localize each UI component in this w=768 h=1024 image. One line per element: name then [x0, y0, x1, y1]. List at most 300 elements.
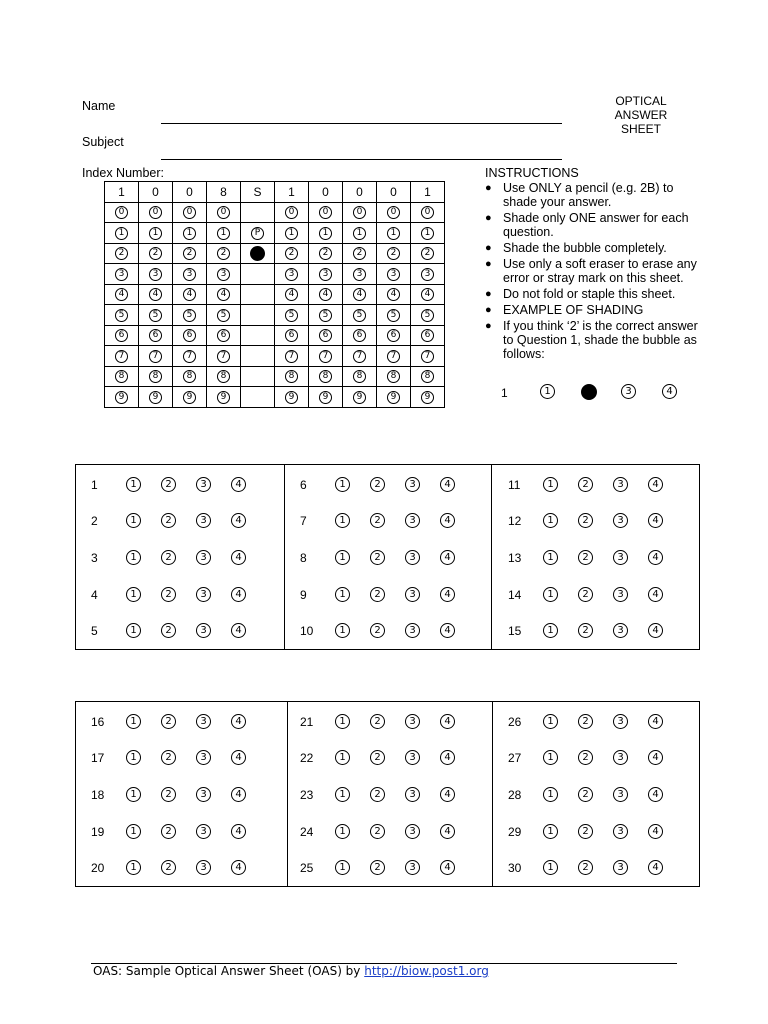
answer-bubble-1[interactable]: 1: [126, 750, 141, 765]
answer-bubble-2[interactable]: 2: [161, 860, 176, 875]
index-digit-bubble[interactable]: 2: [183, 247, 196, 260]
index-digit-bubble[interactable]: 3: [115, 268, 128, 281]
answer-bubble-2[interactable]: 2: [370, 477, 385, 492]
index-digit-bubble[interactable]: 2: [149, 247, 162, 260]
index-cell: [343, 305, 377, 326]
index-digit-bubble[interactable]: 4: [387, 288, 400, 301]
answer-bubble-4[interactable]: 4: [231, 623, 246, 638]
index-cell: [343, 366, 377, 387]
index-digit-bubble[interactable]: 2: [421, 247, 434, 260]
index-digit-bubble[interactable]: 1: [217, 227, 230, 240]
answer-bubble-4[interactable]: 4: [440, 787, 455, 802]
index-digit-bubble[interactable]: 6: [421, 329, 434, 342]
answer-bubble-1[interactable]: 1: [543, 550, 558, 565]
answer-bubble-1[interactable]: 1: [335, 750, 350, 765]
index-digit-bubble[interactable]: 9: [319, 391, 332, 404]
answer-bubble-4[interactable]: 4: [440, 824, 455, 839]
answer-bubble-4[interactable]: 4: [231, 714, 246, 729]
index-number-grid: [104, 181, 445, 408]
answer-bubble-3[interactable]: 3: [196, 787, 211, 802]
answer-bubble-3[interactable]: 3: [196, 824, 211, 839]
index-cell: [275, 223, 309, 244]
answer-bubble-1[interactable]: 1: [543, 623, 558, 638]
answer-bubble-1[interactable]: 1: [543, 824, 558, 839]
index-digit-bubble[interactable]: 6: [387, 329, 400, 342]
answer-bubble-3[interactable]: 3: [613, 824, 628, 839]
answer-bubble-4[interactable]: 4: [440, 750, 455, 765]
answer-bubble-2[interactable]: 2: [578, 477, 593, 492]
index-cell: [173, 305, 207, 326]
answer-bubble-3[interactable]: 3: [613, 787, 628, 802]
index-cell: [309, 325, 343, 346]
index-digit-bubble[interactable]: 4: [149, 288, 162, 301]
question-number: 8: [300, 551, 307, 565]
index-cell: [343, 325, 377, 346]
index-digit-bubble[interactable]: 9: [285, 391, 298, 404]
index-digit-bubble[interactable]: 2: [115, 247, 128, 260]
answer-bubble-3[interactable]: 3: [405, 513, 420, 528]
index-cell: [139, 387, 173, 408]
index-digit-bubble[interactable]: 9: [353, 391, 366, 404]
question-number: 24: [300, 825, 314, 839]
index-column-header: 0: [173, 182, 207, 203]
index-digit-bubble[interactable]: 4: [319, 288, 332, 301]
answer-bubble-2[interactable]: 2: [161, 824, 176, 839]
question-number: 10: [300, 624, 314, 638]
answer-bubble-2[interactable]: 2: [161, 587, 176, 602]
answer-bubble-3[interactable]: 3: [405, 860, 420, 875]
answer-bubble-4[interactable]: 4: [231, 787, 246, 802]
answer-bubble-4[interactable]: 4: [440, 550, 455, 565]
answer-bubble-2[interactable]: 2: [370, 513, 385, 528]
index-digit-bubble[interactable]: 4: [353, 288, 366, 301]
index-digit-bubble[interactable]: 3: [319, 268, 332, 281]
answer-bubble-4[interactable]: 4: [648, 623, 663, 638]
index-digit-bubble[interactable]: 0: [149, 206, 162, 219]
answer-bubble-4[interactable]: 4: [648, 860, 663, 875]
index-digit-bubble[interactable]: 2: [353, 247, 366, 260]
index-cell: [377, 284, 411, 305]
answer-bubble-3[interactable]: 3: [405, 750, 420, 765]
answer-bubble-2[interactable]: 2: [161, 513, 176, 528]
index-digit-bubble[interactable]: 9: [115, 391, 128, 404]
example-bubble-filled: [581, 384, 597, 400]
index-digit-bubble[interactable]: 7: [217, 350, 230, 363]
index-digit-bubble[interactable]: 7: [353, 350, 366, 363]
answer-bubble-3[interactable]: 3: [613, 477, 628, 492]
answer-bubble-1[interactable]: 1: [335, 477, 350, 492]
instruction-item: [485, 181, 700, 209]
answer-bubble-3[interactable]: 3: [196, 623, 211, 638]
answer-bubble-3[interactable]: 3: [613, 714, 628, 729]
index-digit-bubble[interactable]: 0: [217, 206, 230, 219]
index-digit-bubble[interactable]: 1: [285, 227, 298, 240]
answer-bubble-4[interactable]: 4: [440, 587, 455, 602]
index-cell: [105, 387, 139, 408]
answer-bubble-4[interactable]: 4: [648, 550, 663, 565]
answer-bubble-3[interactable]: 3: [405, 550, 420, 565]
index-digit-bubble[interactable]: 0: [421, 206, 434, 219]
index-digit-bubble[interactable]: 3: [149, 268, 162, 281]
answer-bubble-4[interactable]: 4: [440, 623, 455, 638]
answer-bubble-3[interactable]: 3: [196, 587, 211, 602]
answer-bubble-3[interactable]: 3: [405, 477, 420, 492]
answer-bubble-1[interactable]: 1: [126, 513, 141, 528]
index-digit-bubble[interactable]: 3: [285, 268, 298, 281]
index-number-label: Index Number:: [82, 166, 164, 180]
answer-bubble-4[interactable]: 4: [648, 477, 663, 492]
answer-bubble-4[interactable]: 4: [231, 513, 246, 528]
index-cell: [343, 284, 377, 305]
index-digit-bubble[interactable]: 8: [387, 370, 400, 383]
column-divider: [491, 465, 492, 649]
example-bubble-3: 3: [621, 384, 636, 399]
index-digit-bubble[interactable]: 6: [353, 329, 366, 342]
index-digit-bubble[interactable]: 3: [183, 268, 196, 281]
answer-bubble-1[interactable]: 1: [543, 477, 558, 492]
answer-bubble-1[interactable]: 1: [543, 513, 558, 528]
answer-bubble-1[interactable]: 1: [335, 860, 350, 875]
bullet-icon: ●: [485, 242, 492, 254]
answer-bubble-1[interactable]: 1: [335, 550, 350, 565]
answer-bubble-4[interactable]: 4: [231, 860, 246, 875]
index-digit-bubble[interactable]: 6: [319, 329, 332, 342]
index-digit-bubble[interactable]: 5: [285, 309, 298, 322]
question-row: [91, 712, 261, 732]
index-cell: [275, 284, 309, 305]
index-cell: [377, 346, 411, 367]
answer-bubble-2[interactable]: 2: [578, 714, 593, 729]
index-cell: [207, 202, 241, 223]
index-digit-bubble[interactable]: 8: [353, 370, 366, 383]
instructions-title: INSTRUCTIONS: [485, 166, 579, 180]
index-cell: [241, 346, 275, 367]
sheet-title: [598, 94, 684, 136]
index-digit-bubble[interactable]: 1: [387, 227, 400, 240]
index-cell: [411, 346, 445, 367]
index-digit-bubble[interactable]: 2: [217, 247, 230, 260]
index-cell: [309, 366, 343, 387]
answer-bubble-1[interactable]: 1: [335, 714, 350, 729]
index-digit-bubble[interactable]: 9: [421, 391, 434, 404]
subject-line[interactable]: [161, 159, 562, 160]
index-digit-bubble[interactable]: 0: [353, 206, 366, 219]
index-digit-bubble[interactable]: 8: [115, 370, 128, 383]
index-digit-bubble[interactable]: 4: [115, 288, 128, 301]
index-column-header: 1: [105, 182, 139, 203]
answer-bubble-4[interactable]: 4: [648, 714, 663, 729]
index-cell: [275, 325, 309, 346]
answer-bubble-4[interactable]: 4: [231, 824, 246, 839]
answer-bubble-1[interactable]: 1: [335, 513, 350, 528]
instructions-list: [485, 181, 700, 361]
answer-bubble-2[interactable]: 2: [370, 714, 385, 729]
index-digit-bubble[interactable]: 0: [183, 206, 196, 219]
answer-bubble-3[interactable]: 3: [405, 587, 420, 602]
index-cell: [207, 243, 241, 264]
answer-bubble-3[interactable]: 3: [196, 513, 211, 528]
answer-bubble-4[interactable]: 4: [231, 750, 246, 765]
index-digit-bubble[interactable]: 2: [319, 247, 332, 260]
index-cell: [275, 366, 309, 387]
instruction-item: [485, 241, 700, 255]
index-cell: [309, 284, 343, 305]
answer-bubble-2[interactable]: 2: [578, 824, 593, 839]
answer-bubble-3[interactable]: 3: [613, 623, 628, 638]
answer-bubble-1[interactable]: 1: [543, 714, 558, 729]
question-row: [300, 748, 470, 768]
answer-bubble-4[interactable]: 4: [440, 477, 455, 492]
index-cell: [343, 387, 377, 408]
answer-bubble-3[interactable]: 3: [613, 587, 628, 602]
answer-bubble-3[interactable]: 3: [405, 824, 420, 839]
answer-bubble-1[interactable]: 1: [543, 860, 558, 875]
answer-bubble-1[interactable]: 1: [543, 787, 558, 802]
index-digit-bubble[interactable]: 9: [387, 391, 400, 404]
index-digit-bubble[interactable]: 5: [183, 309, 196, 322]
answer-bubble-2[interactable]: 2: [370, 623, 385, 638]
answer-bubble-2[interactable]: 2: [161, 477, 176, 492]
index-digit-bubble[interactable]: 7: [319, 350, 332, 363]
index-digit-bubble[interactable]: 7: [183, 350, 196, 363]
answer-bubble-1[interactable]: 1: [335, 587, 350, 602]
index-cell: [105, 305, 139, 326]
answer-bubble-4[interactable]: 4: [648, 513, 663, 528]
answer-bubble-3[interactable]: 3: [613, 513, 628, 528]
index-cell: [241, 325, 275, 346]
index-digit-bubble[interactable]: 6: [217, 329, 230, 342]
index-cell: [411, 264, 445, 285]
question-number: 1: [91, 478, 98, 492]
answer-bubble-1[interactable]: 1: [126, 787, 141, 802]
index-digit-bubble[interactable]: 9: [149, 391, 162, 404]
index-digit-bubble[interactable]: 2: [285, 247, 298, 260]
answer-bubble-1[interactable]: 1: [126, 860, 141, 875]
index-digit-bubble[interactable]: 1: [115, 227, 128, 240]
answer-bubble-4[interactable]: 4: [648, 824, 663, 839]
answer-bubble-2[interactable]: 2: [578, 623, 593, 638]
index-cell: [139, 284, 173, 305]
index-digit-bubble[interactable]: 4: [421, 288, 434, 301]
index-digit-bubble[interactable]: 2: [387, 247, 400, 260]
index-digit-bubble[interactable]: 3: [353, 268, 366, 281]
answer-bubble-4[interactable]: 4: [440, 714, 455, 729]
question-number: 2: [91, 514, 98, 528]
index-digit-bubble[interactable]: 6: [183, 329, 196, 342]
answer-bubble-3[interactable]: 3: [405, 787, 420, 802]
index-cell: [207, 284, 241, 305]
answer-bubble-1[interactable]: 1: [126, 477, 141, 492]
index-digit-bubble[interactable]: 0: [319, 206, 332, 219]
question-number: 15: [508, 624, 522, 638]
index-cell: [173, 264, 207, 285]
answer-bubble-3[interactable]: 3: [405, 623, 420, 638]
instruction-item: [485, 257, 700, 285]
index-digit-bubble[interactable]: 7: [421, 350, 434, 363]
index-digit-bubble[interactable]: 1: [353, 227, 366, 240]
answer-bubble-2[interactable]: 2: [578, 587, 593, 602]
index-cell: [173, 325, 207, 346]
question-row: [91, 822, 261, 842]
answer-bubble-4[interactable]: 4: [231, 477, 246, 492]
answer-bubble-2[interactable]: 2: [578, 550, 593, 565]
answer-bubble-4[interactable]: 4: [231, 587, 246, 602]
question-row: [300, 712, 470, 732]
index-digit-bubble[interactable]: 3: [421, 268, 434, 281]
example-bubble-4: 4: [662, 384, 677, 399]
index-cell: [309, 223, 343, 244]
answer-bubble-4[interactable]: 4: [440, 860, 455, 875]
instruction-text: Use ONLY a pencil (e.g. 2B) to shade your answer.: [503, 181, 674, 209]
instruction-item: [485, 211, 700, 239]
index-cell: [377, 202, 411, 223]
answer-bubble-1[interactable]: 1: [126, 623, 141, 638]
answer-bubble-3[interactable]: 3: [613, 860, 628, 875]
index-digit-bubble[interactable]: 5: [149, 309, 162, 322]
index-digit-bubble[interactable]: 0: [115, 206, 128, 219]
answer-bubble-2[interactable]: 2: [370, 750, 385, 765]
answer-bubble-2[interactable]: 2: [578, 860, 593, 875]
answer-bubble-1[interactable]: 1: [335, 623, 350, 638]
answer-bubble-1[interactable]: 1: [543, 587, 558, 602]
index-cell: [275, 346, 309, 367]
index-digit-bubble[interactable]: 9: [183, 391, 196, 404]
answer-bubble-3[interactable]: 3: [196, 477, 211, 492]
bullet-icon: ●: [485, 258, 492, 270]
index-digit-bubble[interactable]: 5: [421, 309, 434, 322]
index-cell: [139, 243, 173, 264]
index-digit-bubble[interactable]: 8: [183, 370, 196, 383]
instruction-text: Do not fold or staple this sheet.: [503, 287, 676, 301]
index-digit-bubble[interactable]: 6: [285, 329, 298, 342]
answer-bubble-3[interactable]: 3: [196, 750, 211, 765]
answer-bubble-4[interactable]: 4: [648, 750, 663, 765]
index-digit-bubble[interactable]: 7: [149, 350, 162, 363]
column-divider: [284, 465, 285, 649]
index-cell: [241, 243, 275, 264]
index-digit-bubble[interactable]: 5: [115, 309, 128, 322]
index-cell: [139, 366, 173, 387]
index-digit-bubble[interactable]: 0: [285, 206, 298, 219]
answer-bubble-3[interactable]: 3: [196, 550, 211, 565]
answer-bubble-2[interactable]: 2: [161, 550, 176, 565]
question-row: [508, 785, 678, 805]
index-digit-bubble[interactable]: 1: [319, 227, 332, 240]
index-digit-bubble[interactable]: 9: [217, 391, 230, 404]
answer-bubble-4[interactable]: 4: [231, 550, 246, 565]
question-row: [300, 858, 470, 878]
name-line[interactable]: [161, 123, 562, 124]
index-cell: [207, 366, 241, 387]
answer-bubble-2[interactable]: 2: [161, 750, 176, 765]
answer-bubble-4[interactable]: 4: [440, 513, 455, 528]
index-cell: [173, 346, 207, 367]
index-digit-bubble[interactable]: 3: [387, 268, 400, 281]
index-digit-bubble[interactable]: 5: [353, 309, 366, 322]
answer-bubble-3[interactable]: 3: [613, 550, 628, 565]
name-label: Name: [82, 99, 116, 113]
index-digit-bubble[interactable]: 7: [115, 350, 128, 363]
index-cell: [309, 264, 343, 285]
question-row: [91, 475, 261, 495]
index-digit-bubble[interactable]: 6: [149, 329, 162, 342]
answer-bubble-1[interactable]: 1: [335, 787, 350, 802]
index-digit-bubble[interactable]: 5: [217, 309, 230, 322]
answer-bubble-2[interactable]: 2: [370, 824, 385, 839]
index-digit-bubble[interactable]: 8: [149, 370, 162, 383]
index-digit-bubble[interactable]: 8: [217, 370, 230, 383]
answer-bubble-4[interactable]: 4: [648, 587, 663, 602]
question-number: 29: [508, 825, 522, 839]
index-digit-bubble[interactable]: 5: [387, 309, 400, 322]
answer-bubble-1[interactable]: 1: [126, 587, 141, 602]
index-digit-bubble[interactable]: 3: [217, 268, 230, 281]
answer-bubble-2[interactable]: 2: [578, 513, 593, 528]
index-digit-bubble[interactable]: 4: [183, 288, 196, 301]
answer-bubble-1[interactable]: 1: [126, 714, 141, 729]
index-cell: [207, 305, 241, 326]
question-row: [508, 585, 678, 605]
bullet-icon: ●: [485, 304, 492, 316]
answer-block-2: [75, 701, 700, 887]
index-cell: [139, 202, 173, 223]
index-bubble-filled[interactable]: [250, 246, 265, 261]
answer-bubble-2[interactable]: 2: [370, 860, 385, 875]
index-cell: [377, 264, 411, 285]
index-digit-bubble[interactable]: 4: [285, 288, 298, 301]
answer-bubble-3[interactable]: 3: [196, 860, 211, 875]
index-cell: [411, 243, 445, 264]
index-cell: [411, 325, 445, 346]
answer-bubble-1[interactable]: 1: [335, 824, 350, 839]
answer-bubble-2[interactable]: 2: [370, 787, 385, 802]
answer-bubble-2[interactable]: 2: [161, 623, 176, 638]
index-digit-bubble[interactable]: 5: [319, 309, 332, 322]
answer-bubble-2[interactable]: 2: [161, 787, 176, 802]
answer-bubble-3[interactable]: 3: [405, 714, 420, 729]
index-digit-bubble[interactable]: 7: [387, 350, 400, 363]
index-digit-bubble[interactable]: 1: [183, 227, 196, 240]
question-number: 22: [300, 751, 314, 765]
index-digit-bubble[interactable]: 8: [319, 370, 332, 383]
footer-link[interactable]: http://biow.post1.org: [364, 964, 489, 978]
answer-bubble-1[interactable]: 1: [126, 824, 141, 839]
answer-bubble-2[interactable]: 2: [578, 750, 593, 765]
index-cell: [343, 264, 377, 285]
index-cell: [105, 223, 139, 244]
index-digit-bubble[interactable]: 6: [115, 329, 128, 342]
index-digit-bubble[interactable]: 4: [217, 288, 230, 301]
answer-bubble-1[interactable]: 1: [543, 750, 558, 765]
answer-bubble-2[interactable]: 2: [370, 587, 385, 602]
question-number: 11: [508, 478, 521, 492]
index-digit-bubble[interactable]: 8: [285, 370, 298, 383]
index-digit-bubble[interactable]: 1: [421, 227, 434, 240]
answer-bubble-4[interactable]: 4: [648, 787, 663, 802]
index-digit-bubble[interactable]: 1: [149, 227, 162, 240]
answer-bubble-2[interactable]: 2: [161, 714, 176, 729]
answer-bubble-2[interactable]: 2: [370, 550, 385, 565]
index-digit-bubble[interactable]: 0: [387, 206, 400, 219]
answer-bubble-2[interactable]: 2: [578, 787, 593, 802]
answer-bubble-1[interactable]: 1: [126, 550, 141, 565]
answer-bubble-3[interactable]: 3: [196, 714, 211, 729]
index-digit-bubble[interactable]: 7: [285, 350, 298, 363]
index-bubble-p[interactable]: P: [251, 227, 264, 240]
index-digit-bubble[interactable]: 8: [421, 370, 434, 383]
answer-bubble-3[interactable]: 3: [613, 750, 628, 765]
index-cell: [173, 223, 207, 244]
